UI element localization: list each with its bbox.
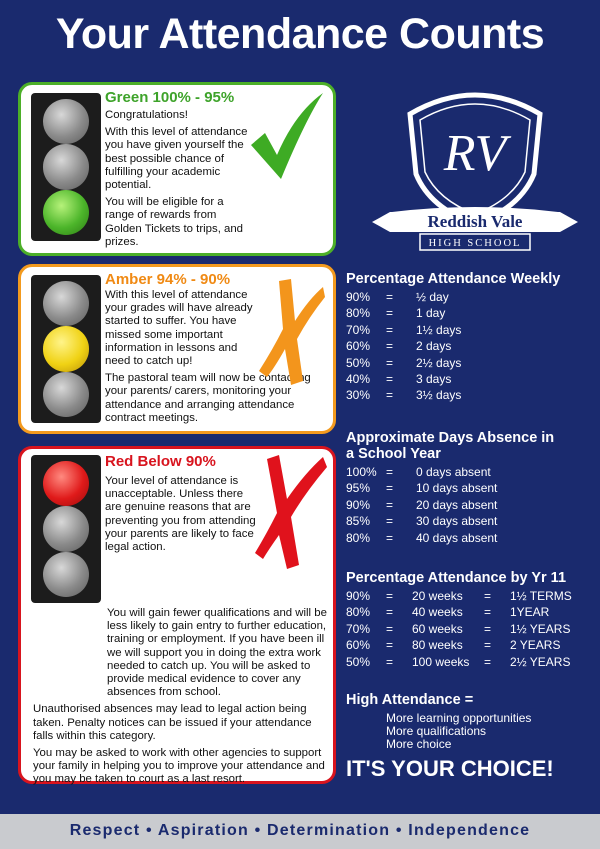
table-row xyxy=(346,497,586,513)
slogan: IT'S YOUR CHOICE! xyxy=(346,756,554,781)
page-title: Your Attendance Counts xyxy=(55,10,545,58)
table-row xyxy=(346,355,560,371)
weekly-heading: Percentage Attendance Weekly xyxy=(346,271,561,287)
yr11-heading: Percentage Attendance by Yr 11 xyxy=(346,570,567,586)
table-cell: 1YEAR xyxy=(510,605,550,620)
table-row xyxy=(346,289,560,305)
red-paragraph: Unauthorised absences may lead to legal action being taken. Penalty notices can be issued if your attendance falls within this category. xyxy=(33,703,312,742)
table-cell: 2 YEARS xyxy=(510,638,561,653)
table-cell: 60 weeks xyxy=(412,621,463,636)
table-cell: = xyxy=(386,638,394,653)
weekly-panel xyxy=(346,271,560,404)
cross-icon xyxy=(253,453,329,571)
table-cell: 90% xyxy=(346,589,371,603)
footer-values: Respect • Aspiration • Determination • Independence xyxy=(0,814,600,849)
red-paragraph: You may be asked to work with other agencies to support your family in helping you to improve your attendance and you may be taken to court as a last resort. xyxy=(33,747,325,786)
table-cell: = xyxy=(386,497,394,512)
table-cell: 100 weeks xyxy=(412,654,470,669)
bulb-red xyxy=(43,461,89,506)
table-cell: 60% xyxy=(346,339,371,354)
table-cell: 20 days absent xyxy=(416,497,498,512)
tick-icon xyxy=(247,91,327,181)
amber-paragraph: With this level of attendance your grades will have already started to suffer. You have missed some important information in lessons and need to catch up! xyxy=(105,289,253,368)
bulb-off xyxy=(43,372,89,417)
table-cell: 2½ YEARS xyxy=(510,654,571,669)
table-cell: = xyxy=(386,589,394,603)
table-cell: 20 weeks xyxy=(412,589,463,603)
table-cell: 90% xyxy=(346,290,371,304)
table-cell: = xyxy=(484,621,492,636)
table-cell: 90% xyxy=(346,497,371,512)
table-cell: 40 weeks xyxy=(412,605,463,620)
table-row xyxy=(346,513,586,529)
logo-monogram: RV xyxy=(443,125,507,182)
table-row xyxy=(346,322,560,338)
red-text-bottom xyxy=(33,607,335,791)
amber-card xyxy=(18,264,336,434)
bulb-off xyxy=(43,506,89,551)
traffic-light-icon xyxy=(31,455,101,603)
table-cell: 3½ days xyxy=(416,388,462,403)
table-cell: 80% xyxy=(346,306,371,321)
table-cell: 1½ YEARS xyxy=(510,621,571,636)
table-cell: = xyxy=(386,388,394,403)
table-row xyxy=(346,480,586,496)
table-cell: 60% xyxy=(346,638,371,653)
table-row xyxy=(346,621,590,637)
table-cell: = xyxy=(386,530,394,545)
bulb-off xyxy=(43,99,89,144)
logo-name: Reddish Vale xyxy=(427,212,523,231)
table-row xyxy=(346,464,586,480)
table-cell: = xyxy=(386,322,394,337)
yr11-panel xyxy=(346,570,590,670)
table-row xyxy=(346,387,560,403)
table-row xyxy=(346,604,590,620)
table-cell: = xyxy=(386,372,394,387)
red-paragraph: Your level of attendance is unacceptable. Unless there are genuine reasons that are preventing you from attending your parents are likely to face legal action. xyxy=(105,475,256,554)
red-heading: Red Below 90% xyxy=(105,453,216,470)
weekly-table xyxy=(346,289,560,404)
table-cell: 1 day xyxy=(416,306,446,321)
table-cell: 2 days xyxy=(416,339,452,354)
table-cell: = xyxy=(386,339,394,354)
green-paragraph: With this level of attendance you have given yourself the best possible chance of fulfilling your academic potential. xyxy=(105,126,248,192)
school-crest-logo xyxy=(370,84,580,254)
table-cell: 50% xyxy=(346,355,371,370)
table-row xyxy=(346,371,560,387)
table-cell: 10 days absent xyxy=(416,481,498,496)
table-row xyxy=(346,305,560,321)
table-cell: 2½ days xyxy=(416,355,462,370)
table-row xyxy=(346,530,586,546)
table-cell: 70% xyxy=(346,322,371,337)
traffic-light-icon xyxy=(31,93,101,241)
table-cell: = xyxy=(484,589,492,603)
bulb-amber xyxy=(43,326,89,371)
table-cell: = xyxy=(484,605,492,620)
table-cell: 40 days absent xyxy=(416,530,498,545)
table-row xyxy=(346,338,560,354)
table-cell: ½ day xyxy=(416,290,449,304)
table-cell: 85% xyxy=(346,514,371,529)
table-cell: 30 days absent xyxy=(416,514,498,529)
red-paragraph: You will gain fewer qualifications and will be less likely to gain entry to further education, training or employment. If you have been ill we will support you in doing the extra work needed to catch up. You will be asked to provide medical evidence to cover any absences from school. xyxy=(107,607,327,699)
green-paragraph: You will be eligible for a range of rewards from Golden Tickets to trips, and prizes. xyxy=(105,196,244,248)
bulb-off xyxy=(43,281,89,326)
yearly-panel xyxy=(346,430,586,546)
table-cell: = xyxy=(386,355,394,370)
bulb-green xyxy=(43,190,89,235)
green-paragraph: Congratulations! xyxy=(105,109,188,121)
green-card xyxy=(18,82,336,256)
table-cell: 100% xyxy=(346,465,377,479)
bulb-off xyxy=(43,144,89,189)
red-card xyxy=(18,446,336,784)
cross-icon xyxy=(257,277,327,387)
yr11-table xyxy=(346,588,590,670)
traffic-light-icon xyxy=(31,275,101,423)
table-cell: = xyxy=(386,514,394,529)
table-cell: = xyxy=(386,306,394,321)
table-cell: = xyxy=(386,290,394,304)
table-cell: = xyxy=(386,654,394,669)
logo-subtitle: HIGH SCHOOL xyxy=(428,238,522,249)
table-cell: 80% xyxy=(346,530,371,545)
table-cell: 3 days xyxy=(416,372,452,387)
amber-paragraph: The pastoral team will now be contacting your parents/ carers, monitoring your attendance and arranging attendance contract meetings. xyxy=(105,372,311,424)
green-text xyxy=(105,109,255,253)
table-cell: 30% xyxy=(346,388,371,403)
amber-heading: Amber 94% - 90% xyxy=(105,271,231,288)
yearly-table xyxy=(346,464,586,546)
table-cell: = xyxy=(386,481,394,496)
list-item: More qualifications xyxy=(386,724,487,738)
table-cell: 50% xyxy=(346,654,371,669)
table-row xyxy=(346,588,590,604)
list-item: More learning opportunities xyxy=(386,711,532,725)
table-cell: = xyxy=(386,465,394,479)
table-cell: 0 days absent xyxy=(416,465,491,479)
table-cell: 80 weeks xyxy=(412,638,463,653)
green-heading: Green 100% - 95% xyxy=(105,89,235,106)
high-attendance-list xyxy=(386,712,531,751)
table-cell: = xyxy=(484,638,492,653)
table-cell: 40% xyxy=(346,372,371,387)
table-cell: 70% xyxy=(346,621,371,636)
table-cell: 95% xyxy=(346,481,371,496)
yearly-heading: Approximate Days Absence in a School Year xyxy=(346,430,555,462)
table-cell: 1½ TERMS xyxy=(510,589,572,603)
table-row xyxy=(346,637,590,653)
table-cell: = xyxy=(484,654,492,669)
table-cell: = xyxy=(386,621,394,636)
table-cell: 80% xyxy=(346,605,371,620)
table-cell: = xyxy=(386,605,394,620)
bulb-off xyxy=(43,552,89,597)
table-row xyxy=(346,654,590,670)
high-attendance-heading: High Attendance = xyxy=(346,692,474,708)
list-item: More choice xyxy=(386,737,452,751)
table-cell: 1½ days xyxy=(416,322,462,337)
